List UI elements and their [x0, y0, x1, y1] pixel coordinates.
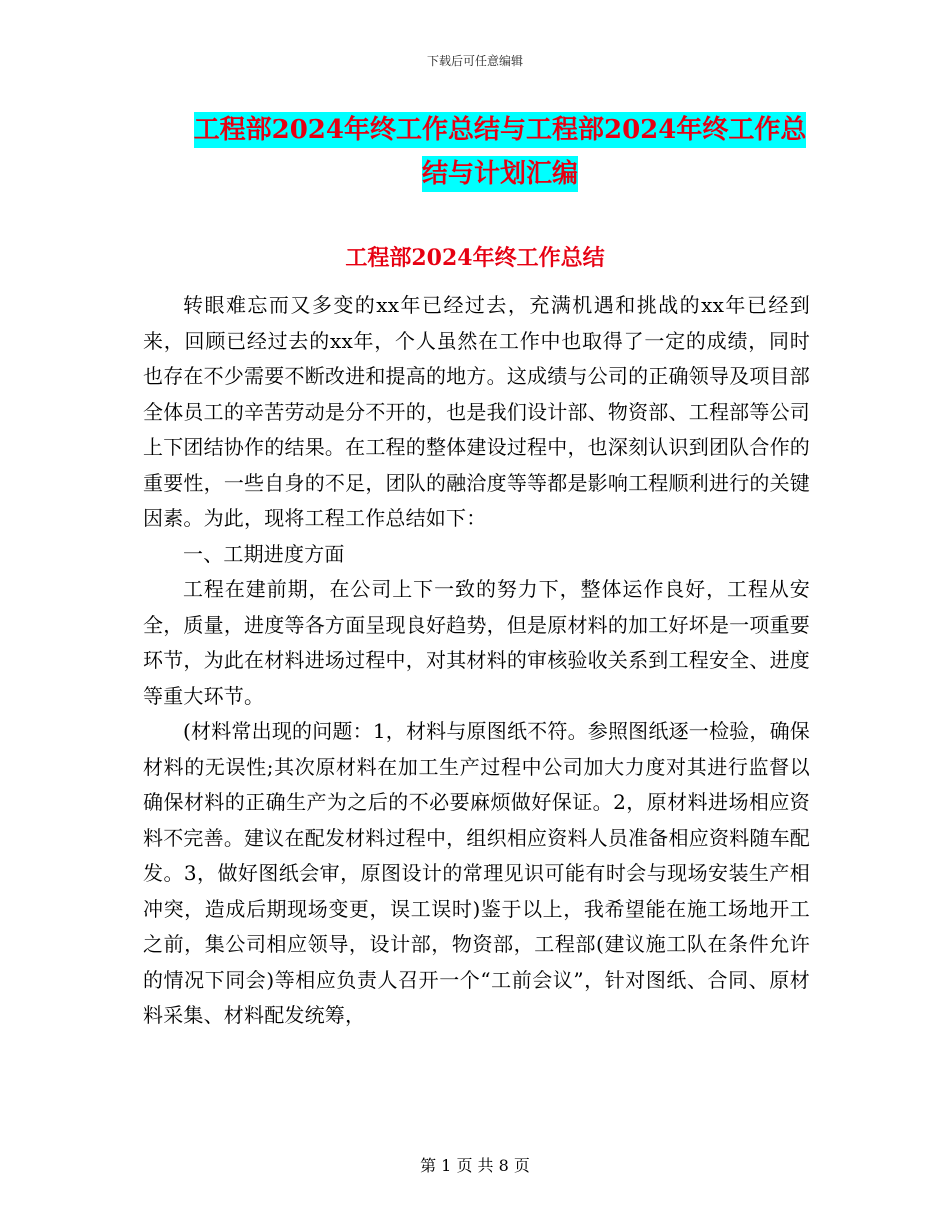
paragraph-schedule: 工程在建前期，在公司上下一致的努力下，整体运作良好，工程从安全，质量，进度等各方面呈现良好趋势，但是原材料的加工好坏是一项重要环节，为此在材料进场过程中，对其材料的审核验收关系到工程安全、进度等重大环节。: [143, 577, 810, 708]
document-main-title: [140, 108, 860, 196]
header-note: 下载后可任意编辑: [426, 54, 523, 68]
paragraph-intro: 转眼难忘而又多变的xx年已经过去，充满机遇和挑战的xx年已经到来，回顾已经过去的xx年，个人虽然在工作中也取得了一定的成绩，同时也存在不少需要不断改进和提高的地方。这成绩与公司的正确领导及项目部全体员工的辛苦劳动是分不开的，也是我们设计部、物资部、工程部等公司上下团结协作的结果。在工程的整体建设过程中，也深刻认识到团队合作的重要性，一些自身的不足，团队的融洽度等等都是影响工程顺利进行的关键因素。为此，现将工程工作总结如下：: [143, 293, 810, 530]
section-title: 工程部2024年终工作总结: [345, 245, 605, 271]
paragraph-materials: (材料常出现的问题：1，材料与原图纸不符。参照图纸逐一检验，确保材料的无误性;其次原材料在加工生产过程中公司加大力度对其进行监督以确保材料的正确生产为之后的不必要麻烦做好保证。2，原材料进场相应资料不完善。建议在配发材料过程中，组织相应资料人员准备相应资料随车配发。3，做好图纸会审，原图设计的常理见识可能有时会与现场安装生产相冲突，造成后期现场变更，误工误时)鉴于以上，我希望能在施工场地开工之前，集公司相应领导，设计部，物资部，工程部(建议施工队在条件允许的情况下同会)等相应负责人召开一个“工前会议”，针对图纸、合同、原材料采集、材料配发统筹，: [143, 719, 810, 1027]
document-body: [143, 288, 810, 1034]
main-title-line-1: 工程部2024年终工作总结与工程部2024年终工作总: [194, 112, 807, 148]
main-title-line-2: 结与计划汇编: [422, 156, 578, 192]
paragraph-heading-schedule: 一、工期进度方面: [183, 541, 345, 566]
page-footer: 第 1 页 共 8 页: [420, 1156, 530, 1175]
